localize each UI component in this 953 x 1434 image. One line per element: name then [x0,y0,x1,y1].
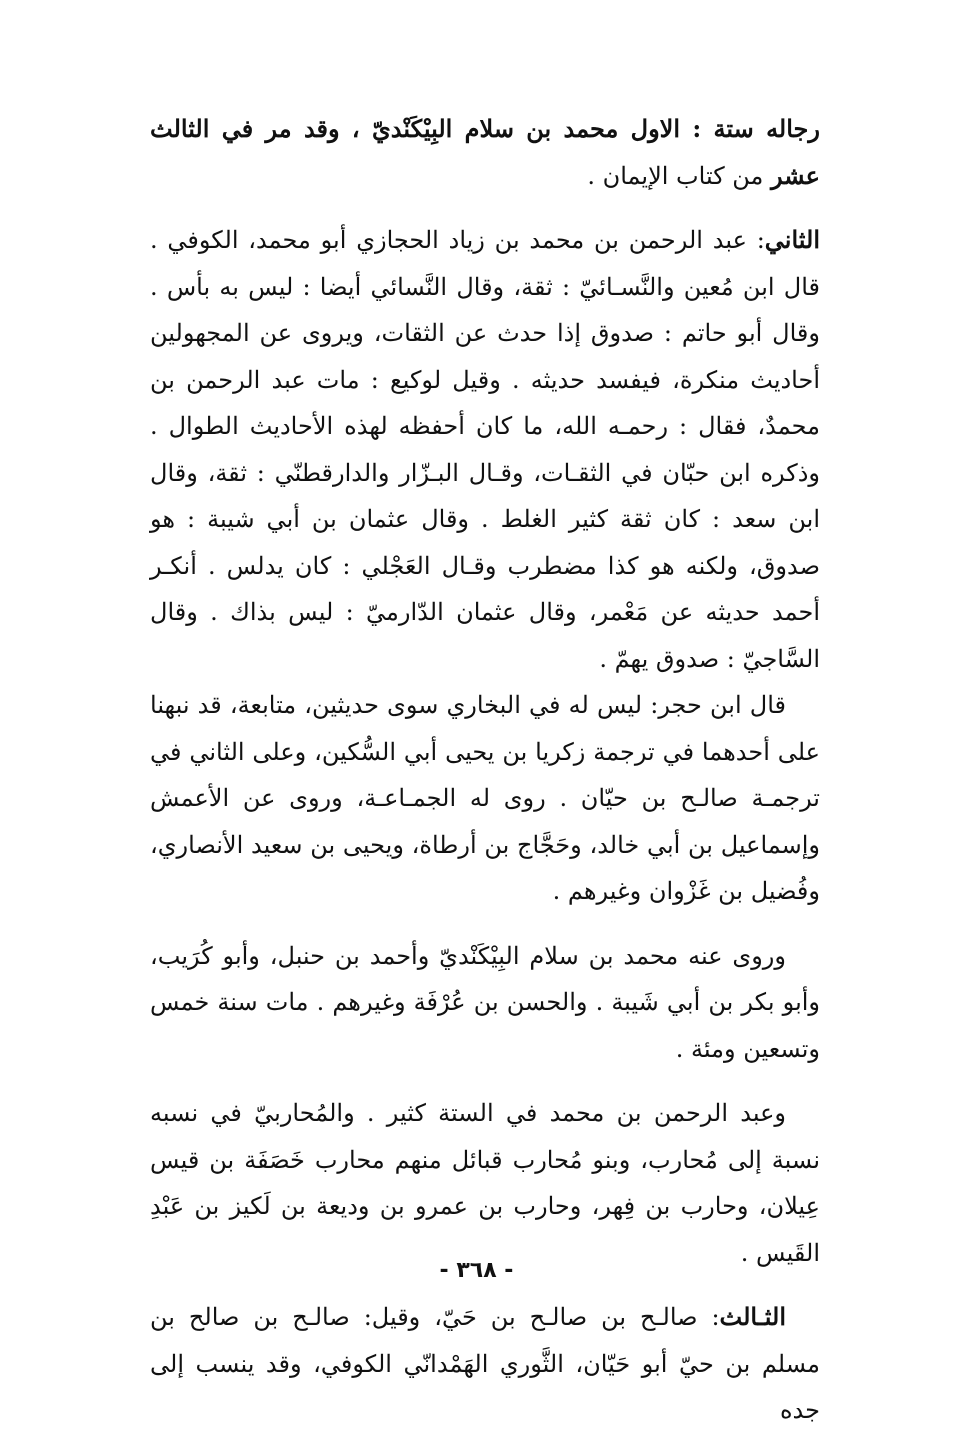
paragraph-second-narrator [150,217,820,682]
paragraph-text: وروى عنه محمد بن سلام البِيْكَنْديّ وأحمد بن حنبل، وأبو كُرَيب، وأبو بكر بن أبي شَيبة . والحسن بن عُرْفَة وغيرهم . مات سنة خمس وتسعين ومئة . [150,941,821,1063]
paragraph-narrated-from-him [150,933,820,1073]
paragraph-ibn-hajar [150,682,820,915]
paragraph-lead: الثاني [764,225,820,254]
page-number: - ٣٦٨ - [439,1258,514,1283]
paragraph-narrators-intro [150,106,820,199]
paragraph-text: وعبد الرحمن بن محمد في الستة كثير . والمُحاربيّ في نسبه نسبة إلى مُحارب، وبنو مُحارب قبائل منهم محارب خَصَفَة بن قيس عِيلان، وحارب بن فِهر، وحارب بن عمرو بن وديعة بن لَكيز بن عَبْدِ القَيس . [150,1099,821,1267]
paragraph-text: : صالـح بن صالـح بن حَيّ، وقيل: صالـح بن صالح بن مسلم بن حيّ أبو حَيّان، الثَّوري الهَمْدانّي الكوفي، وقد ينسب إلى جده [150,1303,820,1424]
paragraph-text: : عبد الرحمن بن محمد بن زياد الحجازي أبو محمد، الكوفي . قال ابن مُعين والنَّسـائيّ : ثقة، وقال النَّسائي أيضا : ليس به بأس . وقال أبو حاتم : صدوق إذا حدث عن الثقات، ويروى عن المجهولين أحاديث منكرة، فيفسد حديثه . وقيل لوكيع : مات عبد الرحمن بن محمدٌ، فقال : رحمـه الله، ما كان أحفظه لهذه الأحاديث الطوال . وذكره ابن حبّان في الثقـات، وقـال البـزّار والدارقطنّي : ثقة، وقال ابن سعد : كان ثقة كثير الغلط . وقال عثمان بن أبي شيبة : هو صدوق، ولكنه هو كذا مضطرب وقـال العَجْلي : كان يدلس . أنكـر أحمد حديثه عن مَعْمر، وقال عثمان الدّارميّ : ليس بذاك . وقال السَّاجيّ : صدوق يهمّ . [150,226,820,673]
paragraph-text: من كتاب الإيمان . [587,161,772,190]
paragraph-muharibi-nisba [150,1090,820,1276]
paragraph-third-narrator [150,1294,820,1434]
paragraph-lead: الثـالث [719,1302,786,1331]
paragraph-text: قال ابن حجر: ليس له في البخاري سوى حديثين، متابعة، قد نبهنا على أحدهما في ترجمة زكريا بن يحيى أبي السُّكين، وعلى الثاني في ترجمـة صالـح بن حيّان . روى له الجمـاعـة، وروى عن الأعمش وإسماعيل بن أبي خالد، وحَجَّاج بن أرطاة، ويحيى بن سعيد الأنصاري، وفُضيل بن غَزْوان وغيرهم . [150,691,820,905]
paragraph-gap [150,199,820,217]
paragraph-gap [150,1072,820,1090]
paragraph-gap [150,915,820,933]
paragraph-lead: رجاله ستة : الاول محمد بن سلام البِيْكَنْديّ ، وقد مر في الثالث عشر [150,114,820,190]
